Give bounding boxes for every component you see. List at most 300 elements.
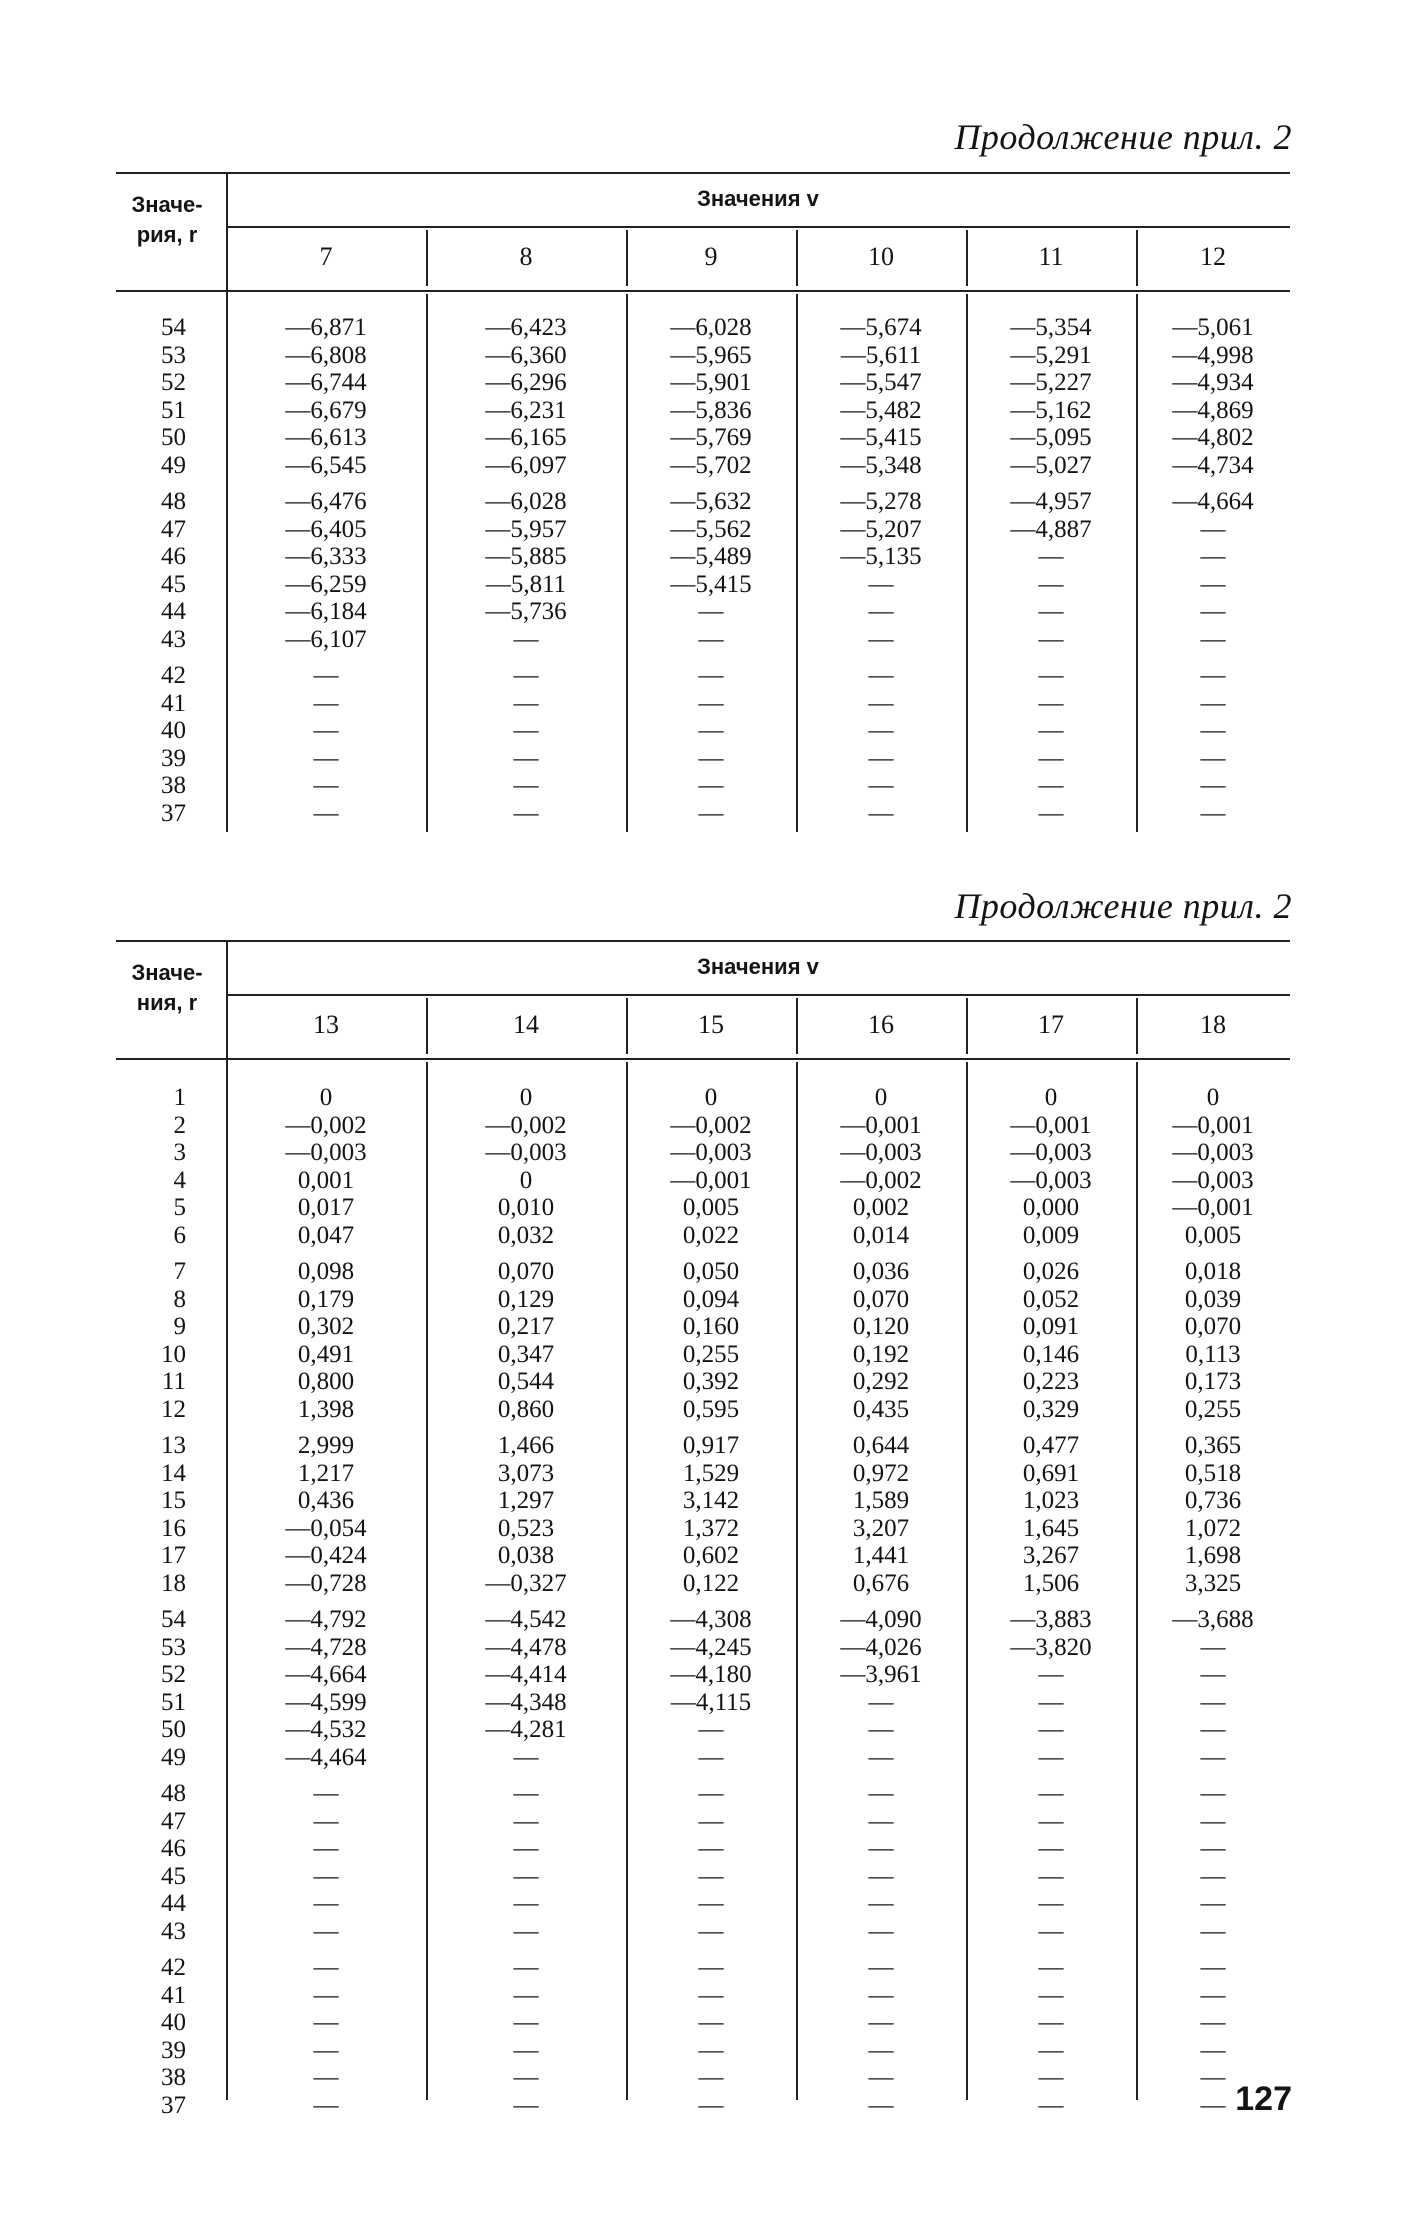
row-label: 17 bbox=[161, 1542, 186, 1569]
table-cell: 0,179 bbox=[297, 1285, 355, 1313]
row-label: 51 bbox=[161, 396, 186, 424]
table-cell: — bbox=[513, 1954, 539, 1981]
table-cell: —4,934 bbox=[1172, 369, 1254, 396]
table-cell: —0,001 bbox=[670, 1166, 752, 1194]
table-cell: 1,372 bbox=[682, 1514, 740, 1542]
table-cell: — bbox=[1038, 2036, 1064, 2064]
row-label: 18 bbox=[161, 1569, 186, 1597]
table-cell: 0,544 bbox=[497, 1368, 555, 1395]
table-cell: 0 bbox=[1206, 1084, 1220, 1111]
table-cell: —6,107 bbox=[285, 625, 367, 653]
table-cell: 0,223 bbox=[1022, 1368, 1080, 1395]
table-cell: — bbox=[1200, 1716, 1226, 1743]
table-cell: 0 bbox=[1044, 1084, 1058, 1111]
table-cell: —5,278 bbox=[840, 488, 922, 515]
row-header: Значе- ния, r bbox=[131, 960, 203, 1015]
table-cell: —6,296 bbox=[485, 369, 567, 396]
table-cell: 0,009 bbox=[1022, 1221, 1080, 1249]
table-cell: —5,769 bbox=[670, 424, 752, 451]
table-cell: — bbox=[698, 689, 724, 717]
table-cell: —0,327 bbox=[485, 1569, 567, 1597]
column-header-8: 8 bbox=[519, 242, 533, 271]
table-cell: — bbox=[698, 1862, 724, 1890]
row-label: 15 bbox=[161, 1487, 186, 1514]
table-cell: — bbox=[698, 1954, 724, 1981]
table-cell: — bbox=[313, 1981, 339, 2009]
table-cell: — bbox=[1038, 598, 1064, 625]
value-column-7 bbox=[226, 314, 426, 827]
table-cell: 0 bbox=[519, 1166, 533, 1194]
table-cell: 0,217 bbox=[497, 1313, 555, 1340]
table-cell: — bbox=[1200, 1743, 1226, 1771]
table-cell: — bbox=[1038, 2091, 1064, 2119]
table-cell: —0,424 bbox=[285, 1542, 367, 1569]
table-cell: 0,160 bbox=[682, 1313, 740, 1340]
table-cell: — bbox=[868, 1780, 894, 1807]
table-upper bbox=[116, 172, 1290, 832]
table-cell: —5,291 bbox=[1010, 341, 1092, 369]
table-cell: — bbox=[868, 625, 894, 653]
column-header-17: 17 bbox=[1038, 1010, 1064, 1039]
table-cell: — bbox=[1200, 1633, 1226, 1661]
table-cell: —6,679 bbox=[285, 396, 367, 424]
table-cell: —4,026 bbox=[840, 1633, 922, 1661]
row-label: 48 bbox=[161, 1780, 186, 1807]
table-cell: — bbox=[1200, 515, 1226, 543]
table-cell: 0,491 bbox=[297, 1340, 355, 1368]
table-cell: 0,070 bbox=[852, 1285, 910, 1313]
table-cell: —0,003 bbox=[1010, 1139, 1092, 1166]
table-cell: —3,820 bbox=[1010, 1633, 1092, 1661]
table-cell: — bbox=[698, 1807, 724, 1835]
table-cell: — bbox=[1200, 1862, 1226, 1890]
table-cell: —4,664 bbox=[285, 1661, 367, 1688]
table-cell: —5,348 bbox=[840, 451, 922, 479]
row-label: 54 bbox=[161, 1606, 186, 1633]
table-cell: — bbox=[698, 1981, 724, 2009]
table-cell: — bbox=[513, 662, 539, 689]
table-cell: —4,245 bbox=[670, 1633, 752, 1661]
table-cell: 0,691 bbox=[1022, 1459, 1080, 1487]
table-cell: —4,887 bbox=[1010, 515, 1092, 543]
table-cell: —3,883 bbox=[1010, 1606, 1092, 1633]
table-cell: — bbox=[513, 1743, 539, 1771]
table-cell: 3,207 bbox=[852, 1514, 910, 1542]
value-column-18 bbox=[1136, 1084, 1290, 2119]
row-label: 44 bbox=[161, 1890, 186, 1917]
table-cell: —0,054 bbox=[285, 1514, 367, 1542]
row-label: 12 bbox=[161, 1395, 186, 1423]
table-cell: 0,001 bbox=[297, 1166, 355, 1194]
table-cell: 1,506 bbox=[1022, 1569, 1080, 1597]
table-cell: 0,022 bbox=[682, 1221, 740, 1249]
table-cell: — bbox=[868, 1835, 894, 1862]
row-label: 42 bbox=[161, 1954, 186, 1981]
table-cell: —5,547 bbox=[840, 369, 922, 396]
table-cell: —6,808 bbox=[285, 341, 367, 369]
table-cell: — bbox=[1200, 598, 1226, 625]
table-cell: —5,736 bbox=[485, 598, 567, 625]
table-cell: — bbox=[1038, 799, 1064, 827]
table-cell: — bbox=[1038, 1890, 1064, 1917]
table-cell: 0,047 bbox=[297, 1221, 355, 1249]
table-cell: 0,523 bbox=[497, 1514, 555, 1542]
row-label: 14 bbox=[161, 1459, 186, 1487]
table-cell: — bbox=[1200, 543, 1226, 570]
table-cell: —0,003 bbox=[285, 1139, 367, 1166]
table-cell: — bbox=[1200, 1981, 1226, 2009]
table-cell: — bbox=[868, 2009, 894, 2036]
table-cell: 0,595 bbox=[682, 1395, 740, 1423]
table-cell: — bbox=[698, 2064, 724, 2091]
table-cell: 0,120 bbox=[852, 1313, 910, 1340]
table-cell: 0,070 bbox=[497, 1258, 555, 1285]
table-cell: 0 bbox=[704, 1084, 718, 1111]
table-cell: 0,129 bbox=[497, 1285, 555, 1313]
table-cell: —3,961 bbox=[840, 1661, 922, 1688]
table-cell: —4,802 bbox=[1172, 424, 1254, 451]
table-cell: — bbox=[868, 570, 894, 598]
table-cell: — bbox=[513, 1780, 539, 1807]
table-cell: 1,297 bbox=[497, 1487, 555, 1514]
table-cell: —5,162 bbox=[1010, 396, 1092, 424]
table-cell: — bbox=[868, 2091, 894, 2119]
table-cell: — bbox=[313, 717, 339, 744]
row-label: 7 bbox=[173, 1258, 186, 1285]
row-header: Значе- рия, r bbox=[131, 192, 203, 247]
table-cell: —6,028 bbox=[670, 314, 752, 341]
table-cell: 0,002 bbox=[852, 1194, 910, 1221]
table-cell: — bbox=[313, 744, 339, 772]
table-cell: 0,736 bbox=[1184, 1487, 1242, 1514]
table-cell: — bbox=[313, 2036, 339, 2064]
table-cell: 0,014 bbox=[852, 1221, 910, 1249]
table-cell: 0,392 bbox=[682, 1368, 740, 1395]
table-cell: — bbox=[1200, 2091, 1226, 2119]
table-cell: 0,860 bbox=[497, 1395, 555, 1423]
table-cell: — bbox=[868, 1890, 894, 1917]
table-cell: — bbox=[513, 2036, 539, 2064]
table-cell: 0,292 bbox=[852, 1368, 910, 1395]
table-cell: —5,482 bbox=[840, 396, 922, 424]
table-cell: —4,308 bbox=[670, 1606, 752, 1633]
table-cell: — bbox=[698, 1835, 724, 1862]
table-cell: — bbox=[698, 1780, 724, 1807]
value-column-14 bbox=[426, 1084, 626, 2119]
table-cell: 1,589 bbox=[852, 1487, 910, 1514]
table-cell: —4,281 bbox=[485, 1716, 567, 1743]
table-cell: 1,023 bbox=[1022, 1487, 1080, 1514]
table-cell: — bbox=[1200, 1780, 1226, 1807]
table-cell: — bbox=[1038, 689, 1064, 717]
row-label: 37 bbox=[161, 799, 186, 827]
value-column-15 bbox=[626, 1084, 796, 2119]
row-label-column bbox=[116, 1084, 186, 2119]
table-cell: — bbox=[513, 2009, 539, 2036]
table-cell: —0,003 bbox=[485, 1139, 567, 1166]
table-cell: —5,354 bbox=[1010, 314, 1092, 341]
column-header-13: 13 bbox=[313, 1010, 339, 1039]
table-cell: 0,091 bbox=[1022, 1313, 1080, 1340]
table-cell: — bbox=[1038, 772, 1064, 799]
table-cell: — bbox=[868, 1954, 894, 1981]
group-header: Значения v bbox=[697, 954, 819, 979]
table-cell: —5,811 bbox=[485, 570, 567, 598]
table-cell: —6,231 bbox=[485, 396, 567, 424]
table-cell: — bbox=[1038, 543, 1064, 570]
table-cell: —6,259 bbox=[285, 570, 367, 598]
value-column-17 bbox=[966, 1084, 1136, 2119]
table-cell: —5,415 bbox=[670, 570, 752, 598]
value-column-16 bbox=[796, 1084, 966, 2119]
table-cell: — bbox=[1038, 1716, 1064, 1743]
table-cell: — bbox=[1038, 1954, 1064, 1981]
table-cell: —5,674 bbox=[840, 314, 922, 341]
table-cell: — bbox=[313, 662, 339, 689]
table-cell: —0,003 bbox=[1172, 1139, 1254, 1166]
column-header-16: 16 bbox=[868, 1010, 894, 1039]
table-cell: 0,518 bbox=[1184, 1459, 1242, 1487]
row-label: 39 bbox=[161, 744, 186, 772]
table-cell: — bbox=[1038, 2009, 1064, 2036]
table-cell: — bbox=[513, 1917, 539, 1945]
table-cell: 1,645 bbox=[1022, 1514, 1080, 1542]
table-cell: — bbox=[1200, 689, 1226, 717]
table-cell: 0,038 bbox=[497, 1542, 555, 1569]
row-label: 44 bbox=[161, 598, 186, 625]
row-label: 39 bbox=[161, 2036, 186, 2064]
table-cell: 1,529 bbox=[682, 1459, 740, 1487]
table-cell: 0,192 bbox=[852, 1340, 910, 1368]
table-cell: 0,972 bbox=[852, 1459, 910, 1487]
table-cell: — bbox=[1200, 1688, 1226, 1716]
table-cell: — bbox=[868, 689, 894, 717]
value-column-10 bbox=[796, 314, 966, 827]
table-cell: — bbox=[868, 744, 894, 772]
table-cell: —5,901 bbox=[670, 369, 752, 396]
table-cell: — bbox=[513, 772, 539, 799]
table-cell: —4,532 bbox=[285, 1716, 367, 1743]
table-cell: —0,001 bbox=[1172, 1111, 1254, 1139]
table-cell: — bbox=[513, 744, 539, 772]
continuation-caption: Продолжение прил. 2 bbox=[954, 117, 1292, 157]
table-cell: — bbox=[868, 1862, 894, 1890]
table-cell: — bbox=[868, 772, 894, 799]
table-cell: —4,957 bbox=[1010, 488, 1092, 515]
table-cell: —0,001 bbox=[1172, 1194, 1254, 1221]
table-cell: — bbox=[868, 662, 894, 689]
table-cell: — bbox=[1038, 1917, 1064, 1945]
table-cell: —5,702 bbox=[670, 451, 752, 479]
table-cell: — bbox=[698, 625, 724, 653]
table-cell: — bbox=[868, 1917, 894, 1945]
table-cell: — bbox=[313, 1917, 339, 1945]
row-label: 52 bbox=[161, 1661, 186, 1688]
table-cell: — bbox=[513, 799, 539, 827]
table-cell: — bbox=[1200, 717, 1226, 744]
table-cell: — bbox=[1200, 1835, 1226, 1862]
table-cell: — bbox=[1200, 772, 1226, 799]
column-header-9: 9 bbox=[704, 242, 718, 271]
value-column-11 bbox=[966, 314, 1136, 827]
table-cell: 0,018 bbox=[1184, 1258, 1242, 1285]
table-cell: 2,999 bbox=[297, 1432, 355, 1459]
table-cell: —4,090 bbox=[840, 1606, 922, 1633]
table-cell: 0,122 bbox=[682, 1569, 740, 1597]
row-label: 49 bbox=[161, 1743, 186, 1771]
table-cell: 0,032 bbox=[497, 1221, 555, 1249]
table-cell: — bbox=[1200, 1661, 1226, 1688]
table-cell: — bbox=[513, 2064, 539, 2091]
column-header-12: 12 bbox=[1200, 242, 1226, 271]
row-label: 5 bbox=[173, 1194, 186, 1221]
table-cell: 0,010 bbox=[497, 1194, 555, 1221]
table-cell: —0,728 bbox=[285, 1569, 367, 1597]
table-cell: 0,800 bbox=[297, 1368, 355, 1395]
table-cell: — bbox=[1200, 1807, 1226, 1835]
table-cell: —6,333 bbox=[285, 543, 367, 570]
continuation-caption-2: Продолжение прил. 2 bbox=[954, 886, 1292, 926]
table-cell: —4,115 bbox=[670, 1688, 752, 1716]
table-cell: 0,644 bbox=[852, 1432, 910, 1459]
table-cell: 0,026 bbox=[1022, 1258, 1080, 1285]
table-cell: — bbox=[513, 2091, 539, 2119]
table-cell: 0,098 bbox=[297, 1258, 355, 1285]
row-label: 2 bbox=[173, 1111, 186, 1139]
table-cell: —5,227 bbox=[1010, 369, 1092, 396]
table-cell: — bbox=[1038, 1807, 1064, 1835]
table-cell: — bbox=[698, 1890, 724, 1917]
table-cell: — bbox=[698, 1716, 724, 1743]
table-cell: — bbox=[513, 1835, 539, 1862]
table-cell: — bbox=[1200, 1954, 1226, 1981]
table-cell: —6,028 bbox=[485, 488, 567, 515]
table-cell: 0,052 bbox=[1022, 1285, 1080, 1313]
column-header-10: 10 bbox=[868, 242, 894, 271]
table-cell: —0,003 bbox=[670, 1139, 752, 1166]
table-cell: —5,135 bbox=[840, 543, 922, 570]
table-cell: 0,113 bbox=[1185, 1340, 1241, 1368]
table-cell: —4,664 bbox=[1172, 488, 1254, 515]
row-label: 52 bbox=[161, 369, 186, 396]
row-label: 45 bbox=[161, 1862, 186, 1890]
table-cell: 0,602 bbox=[682, 1542, 740, 1569]
row-label: 10 bbox=[161, 1340, 186, 1368]
table-cell: — bbox=[1038, 1780, 1064, 1807]
table-cell: 0,477 bbox=[1022, 1432, 1080, 1459]
table-cell: —6,184 bbox=[285, 598, 367, 625]
table-cell: 0,347 bbox=[497, 1340, 555, 1368]
table-cell: —5,489 bbox=[670, 543, 752, 570]
table-cell: 3,325 bbox=[1184, 1569, 1242, 1597]
row-label: 47 bbox=[161, 515, 186, 543]
table-cell: — bbox=[868, 1743, 894, 1771]
table-cell: — bbox=[313, 799, 339, 827]
table-cell: — bbox=[313, 2009, 339, 2036]
table-cell: —5,836 bbox=[670, 396, 752, 424]
row-label: 42 bbox=[161, 662, 186, 689]
row-label: 46 bbox=[161, 1835, 186, 1862]
table-cell: —5,061 bbox=[1172, 314, 1254, 341]
table-cell: —6,871 bbox=[285, 314, 367, 341]
table-cell: — bbox=[868, 717, 894, 744]
table-cell: —4,414 bbox=[485, 1661, 567, 1688]
table-cell: — bbox=[1038, 1981, 1064, 2009]
table-cell: —0,001 bbox=[1010, 1111, 1092, 1139]
table-cell: 0,255 bbox=[1184, 1395, 1242, 1423]
row-label: 13 bbox=[161, 1432, 186, 1459]
table-cell: — bbox=[1038, 662, 1064, 689]
row-label: 47 bbox=[161, 1807, 186, 1835]
table-cell: — bbox=[513, 1981, 539, 2009]
table-cell: —0,002 bbox=[285, 1111, 367, 1139]
table-cell: — bbox=[868, 2036, 894, 2064]
table-cell: 1,072 bbox=[1184, 1514, 1242, 1542]
table-cell: 0,676 bbox=[852, 1569, 910, 1597]
table-cell: —4,478 bbox=[485, 1633, 567, 1661]
table-cell: 0,329 bbox=[1022, 1395, 1080, 1423]
table-cell: — bbox=[698, 772, 724, 799]
table-cell: — bbox=[313, 772, 339, 799]
table-cell: —4,792 bbox=[285, 1606, 367, 1633]
row-label: 51 bbox=[161, 1688, 186, 1716]
table-cell: — bbox=[513, 1807, 539, 1835]
table-cell: —4,869 bbox=[1172, 396, 1254, 424]
table-cell: 0,017 bbox=[297, 1194, 355, 1221]
table-cell: —5,611 bbox=[840, 341, 922, 369]
row-label: 40 bbox=[161, 2009, 186, 2036]
table-cell: — bbox=[698, 717, 724, 744]
row-label: 41 bbox=[161, 1981, 186, 2009]
table-cell: —5,562 bbox=[670, 515, 752, 543]
table-cell: —3,688 bbox=[1172, 1606, 1254, 1633]
table-cell: —6,360 bbox=[485, 341, 567, 369]
value-column-13 bbox=[226, 1084, 426, 2119]
row-label: 41 bbox=[161, 689, 186, 717]
table-cell: — bbox=[868, 598, 894, 625]
table-cell: 0,255 bbox=[682, 1340, 740, 1368]
table-cell: 0,146 bbox=[1022, 1340, 1080, 1368]
row-label: 6 bbox=[173, 1221, 186, 1249]
table-cell: 0 bbox=[874, 1084, 888, 1111]
table-cell: —5,885 bbox=[485, 543, 567, 570]
row-label-column bbox=[116, 314, 186, 827]
table-cell: —4,734 bbox=[1172, 451, 1254, 479]
table-cell: 0,005 bbox=[1184, 1221, 1242, 1249]
table-cell: 0,365 bbox=[1184, 1432, 1242, 1459]
table-cell: —0,001 bbox=[840, 1111, 922, 1139]
row-label: 53 bbox=[161, 1633, 186, 1661]
row-label: 9 bbox=[173, 1313, 186, 1340]
row-label: 8 bbox=[173, 1285, 186, 1313]
table-cell: —4,998 bbox=[1172, 341, 1254, 369]
table-cell: —0,002 bbox=[670, 1111, 752, 1139]
table-cell: — bbox=[1200, 2064, 1226, 2091]
table-cell: —5,415 bbox=[840, 424, 922, 451]
table-cell: — bbox=[1200, 1890, 1226, 1917]
table-cell: — bbox=[313, 1835, 339, 1862]
table-cell: — bbox=[1038, 2064, 1064, 2091]
row-label: 54 bbox=[161, 314, 186, 341]
row-label: 40 bbox=[161, 717, 186, 744]
table-cell: —6,545 bbox=[285, 451, 367, 479]
table-cell: 1,441 bbox=[852, 1542, 910, 1569]
row-label: 49 bbox=[161, 451, 186, 479]
table-cell: — bbox=[1200, 570, 1226, 598]
column-header-11: 11 bbox=[1038, 242, 1064, 271]
table-cell: —6,613 bbox=[285, 424, 367, 451]
table-cell: — bbox=[1200, 662, 1226, 689]
